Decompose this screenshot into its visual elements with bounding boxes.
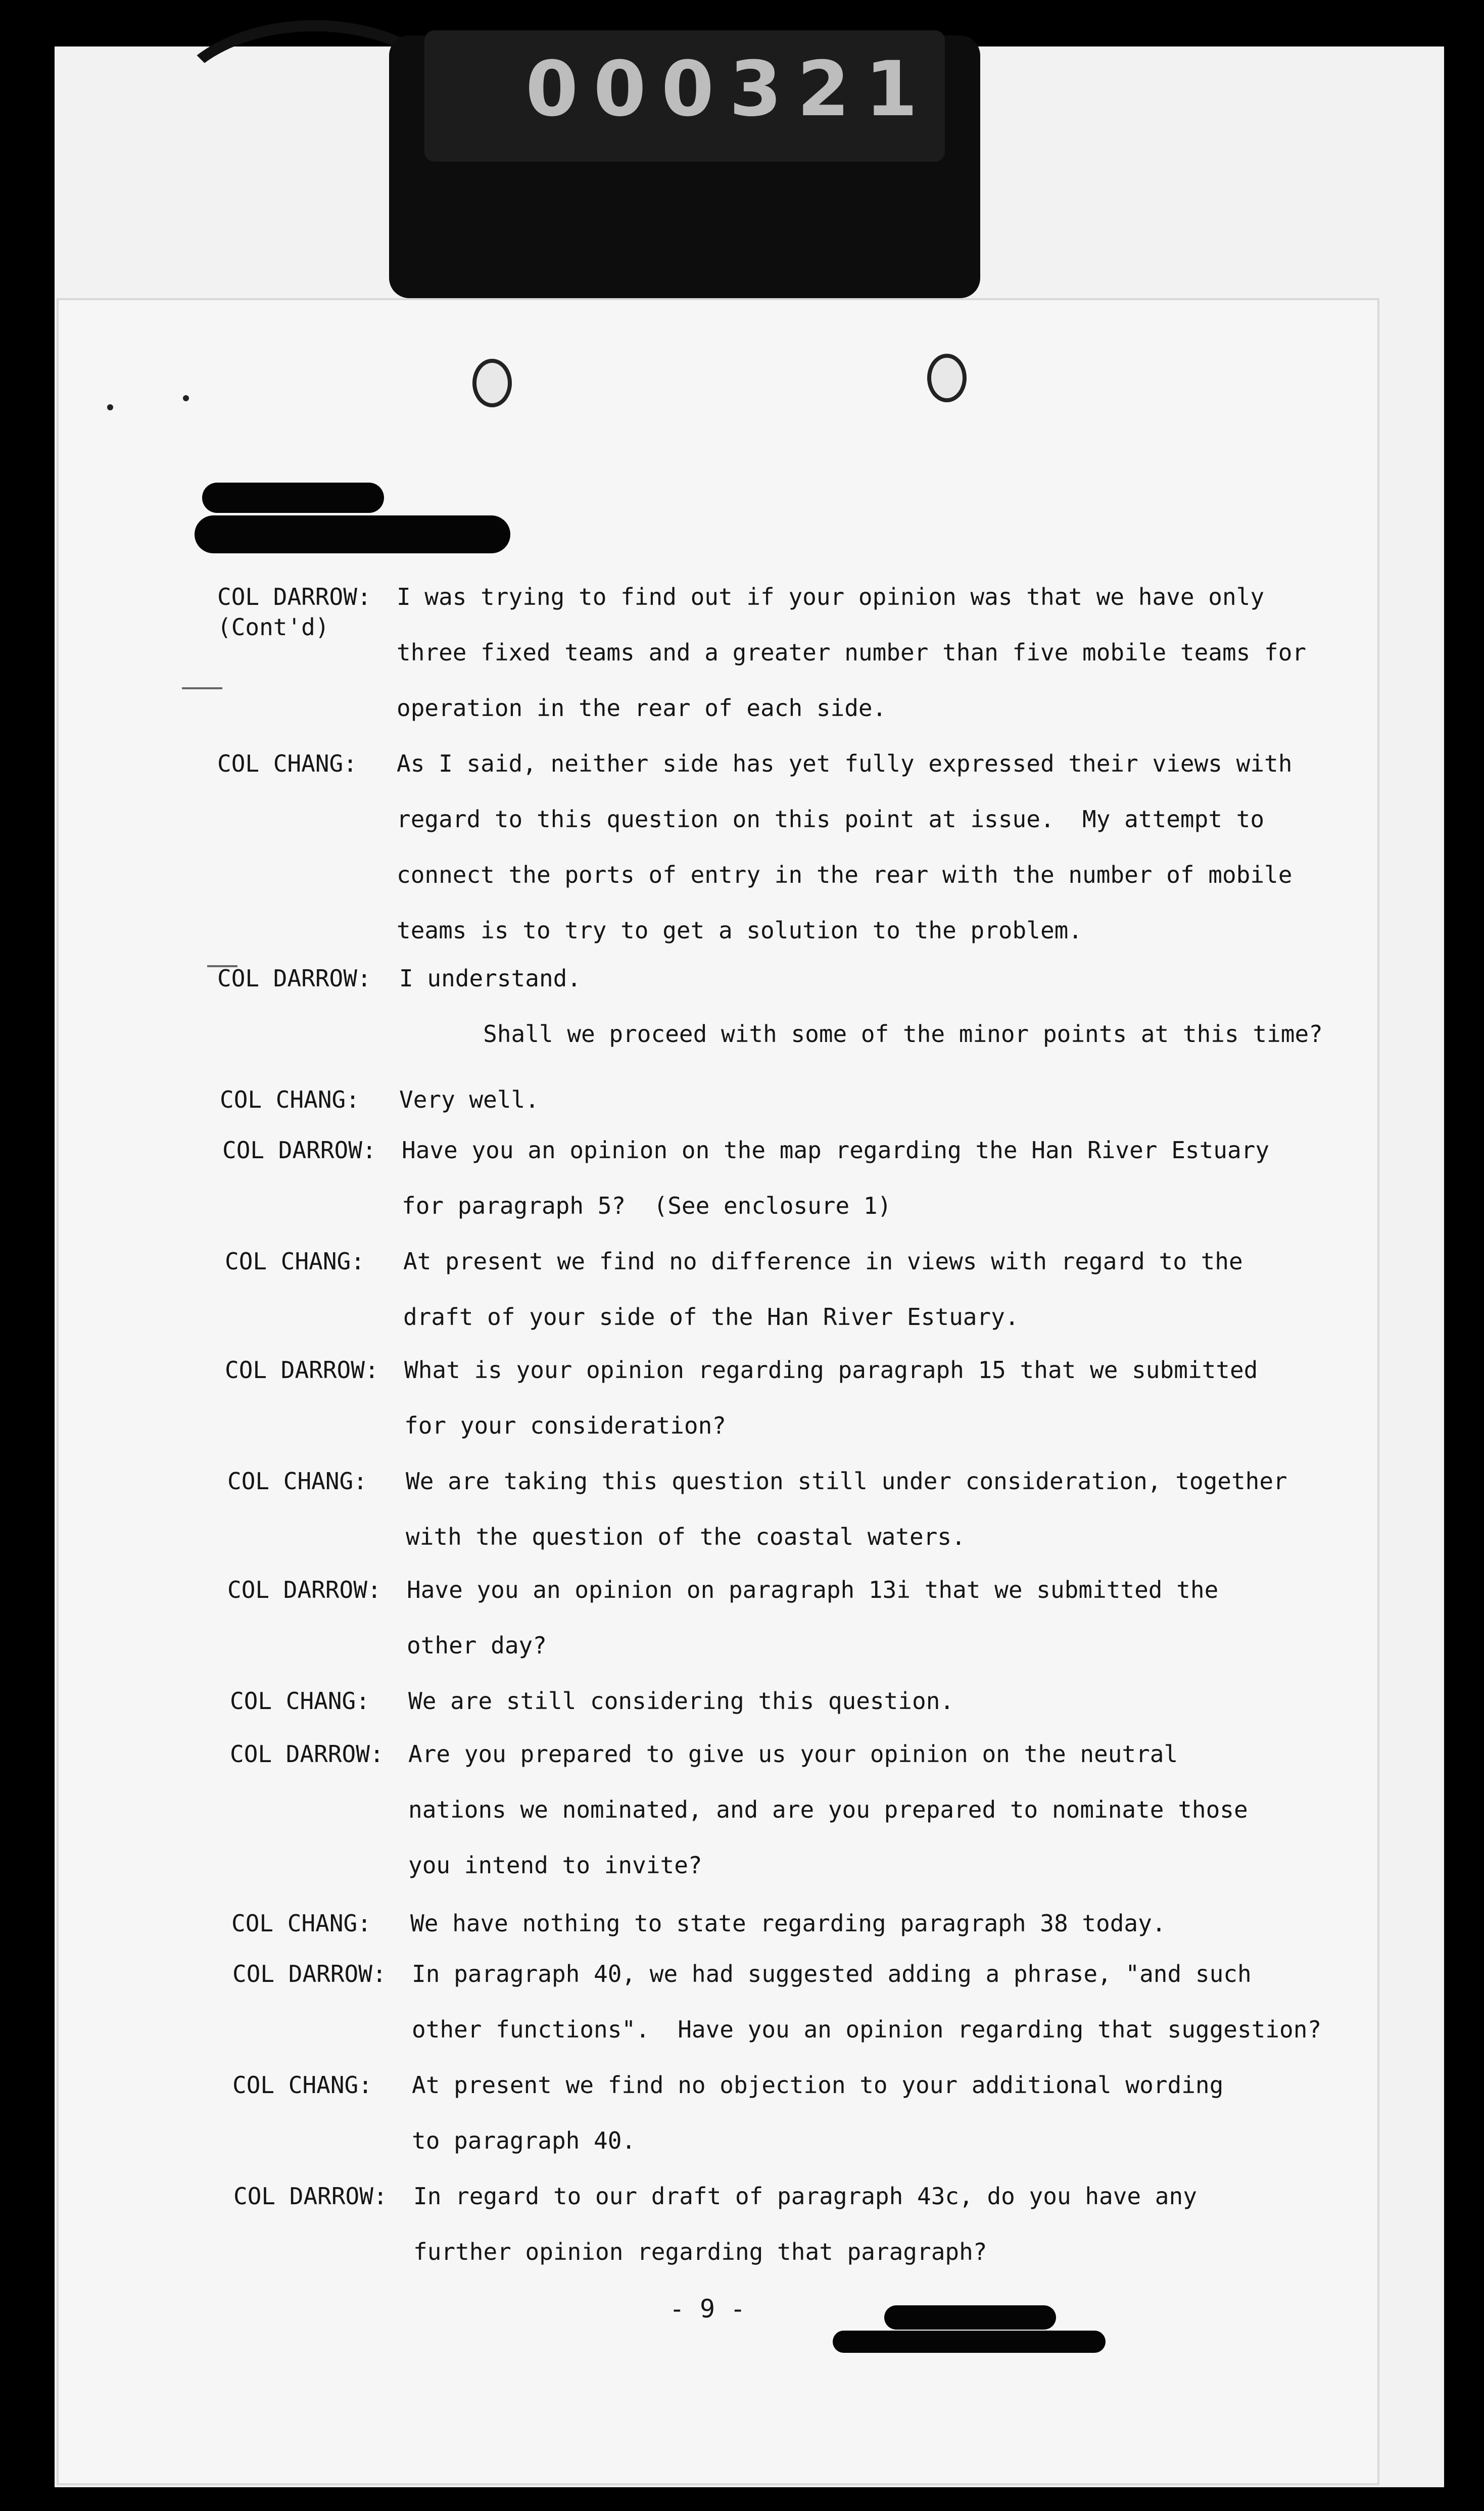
dialogue-line: As I said, neither side has yet fully expressed their views with <box>397 750 1292 777</box>
speaker-label: COL CHANG: <box>220 1086 360 1113</box>
dialogue-line: connect the ports of entry in the rear with the number of mobile <box>397 861 1292 888</box>
speaker-continued: (Cont'd) <box>217 613 329 641</box>
speaker-label: COL DARROW: <box>222 1136 376 1164</box>
dialogue-line: you intend to invite? <box>408 1852 702 1879</box>
dialogue-line: other day? <box>407 1632 547 1659</box>
redaction-bar <box>833 2331 1106 2353</box>
dialogue-line: other functions". Have you an opinion regarding that suggestion? <box>412 2016 1322 2043</box>
dialogue-line: to paragraph 40. <box>412 2127 636 2154</box>
dialogue-line: Very well. <box>399 1086 539 1113</box>
dialogue-line: We have nothing to state regarding paragraph 38 today. <box>410 1910 1166 1937</box>
dialogue-line: Are you prepared to give us your opinion on the neutral <box>408 1740 1178 1768</box>
dialogue-line: Have you an opinion on the map regarding the Han River Estuary <box>402 1136 1270 1164</box>
speaker-label: COL DARROW: <box>233 2183 388 2210</box>
speaker-label: COL CHANG: <box>231 1910 371 1937</box>
dialogue-line: regard to this question on this point at issue. My attempt to <box>397 806 1265 833</box>
dialogue-line: I was trying to find out if your opinion was that we have only <box>397 583 1265 610</box>
dialogue-line: At present we find no objection to your additional wording <box>412 2071 1224 2099</box>
speaker-label: COL DARROW: <box>225 1356 379 1384</box>
dialogue-line: At present we find no difference in views with regard to the <box>403 1248 1243 1275</box>
page-number: - 9 - <box>669 2294 746 2324</box>
dialogue-line: for paragraph 5? (See enclosure 1) <box>402 1192 892 1219</box>
dialogue-line: We are still considering this question. <box>408 1687 954 1715</box>
dialogue-line: draft of your side of the Han River Estuary. <box>403 1303 1019 1331</box>
dialogue-line: nations we nominated, and are you prepared to nominate those <box>408 1796 1248 1823</box>
speaker-label: COL CHANG: <box>225 1248 365 1275</box>
speaker-label: COL CHANG: <box>227 1467 367 1495</box>
dialogue-line: What is your opinion regarding paragraph 15 that we submitted <box>404 1356 1258 1384</box>
speaker-label: COL DARROW: <box>227 1576 381 1603</box>
frame-number: 000321 <box>525 45 933 133</box>
dialogue-line: I understand. <box>399 965 582 992</box>
speaker-label: COL DARROW: <box>230 1740 384 1768</box>
dialogue-line: Shall we proceed with some of the minor points at this time? <box>399 1020 1323 1048</box>
dialogue-line: operation in the rear of each side. <box>397 694 887 722</box>
speaker-label: COL CHANG: <box>217 750 357 777</box>
dialogue-line: We are taking this question still under consideration, together <box>406 1467 1287 1495</box>
dialogue-line: with the question of the coastal waters. <box>406 1523 966 1550</box>
speaker-label: COL DARROW: <box>217 965 371 992</box>
dialogue-line: further opinion regarding that paragraph? <box>413 2238 987 2265</box>
speaker-label: COL DARROW: <box>232 1960 387 1987</box>
dialogue-line: three fixed teams and a greater number than five mobile teams for <box>397 639 1307 666</box>
redaction-bar <box>884 2305 1056 2330</box>
speaker-label: COL CHANG: <box>230 1687 370 1715</box>
dialogue-line: teams is to try to get a solution to the problem. <box>397 917 1083 944</box>
dialogue-line: In regard to our draft of paragraph 43c, do you have any <box>413 2183 1197 2210</box>
dialogue-line: Have you an opinion on paragraph 13i that we submitted the <box>407 1576 1219 1603</box>
speaker-label: COL DARROW: <box>217 583 371 610</box>
speaker-label: COL CHANG: <box>232 2071 372 2099</box>
dialogue-line: for your consideration? <box>404 1412 726 1439</box>
dialogue-line: In paragraph 40, we had suggested adding a phrase, "and such <box>412 1960 1252 1987</box>
